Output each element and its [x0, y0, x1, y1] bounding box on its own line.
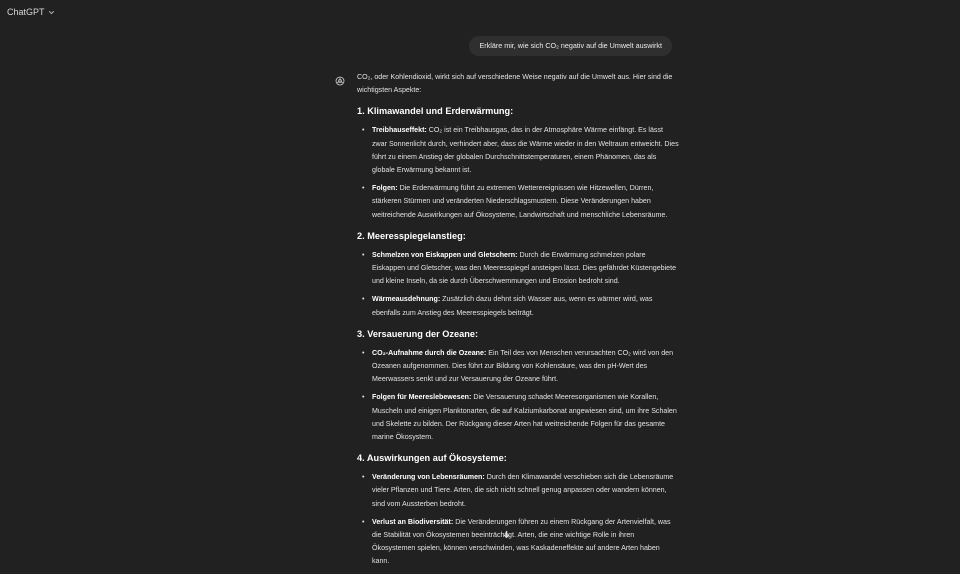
list-item	[362, 249, 679, 289]
list-item-term: Schmelzen von Eiskappen und Gletschern:	[372, 250, 518, 259]
list-item-text: Die Erderwärmung führt zu extremen Wetterereignissen wie Hitzewellen, Dürren, stärkeren Stürmen und veränderten Niederschlagsmustern. Diese Veränderungen haben weitreichende Auswirkungen auf Ökosysteme, Landwirtschaft und menschliche Lebensräume.	[372, 184, 668, 219]
bullet-icon: •	[362, 348, 365, 357]
assistant-response	[357, 71, 679, 574]
list-item	[362, 516, 679, 569]
chevron-down-icon	[48, 8, 56, 16]
list-item	[362, 182, 679, 222]
scroll-to-bottom-button[interactable]	[500, 529, 512, 540]
model-name: ChatGPT	[7, 7, 45, 17]
bullet-icon: •	[362, 473, 365, 482]
list-item-text: Durch die Erwärmung schmelzen polare Eiskappen und Gletscher, was den Meeresspiegel ansteigen lässt. Dies gefährdet Küstengebiete und kleine Inseln, da sie durch Überschwemmungen und Erosion bedroht sind.	[372, 250, 677, 286]
list-item	[362, 347, 679, 387]
bullet-icon: •	[362, 126, 365, 135]
list-item-term: Wärmeausdehnung:	[372, 295, 441, 304]
list-item-text: Die Veränderungen führen zu einem Rückgang der Artenvielfalt, was die Stabilität von Ökosystemen beeinträchtigt. Arten, die eine wichtige Rolle in ihren Ökosystemen spielen, können verschwinden, was Kaskadeneffekte auf andere Arten haben kann.	[372, 517, 671, 566]
bullet-icon: •	[362, 250, 365, 259]
list-item-term: Veränderung von Lebensräumen:	[372, 473, 485, 482]
section-heading: 2. Meeresspiegelanstieg:	[357, 230, 466, 241]
section-heading: 1. Klimawandel und Erderwärmung:	[357, 106, 514, 117]
section-heading: 4. Auswirkungen auf Ökosysteme:	[357, 453, 507, 464]
list-item	[362, 124, 679, 177]
list-item-text: Ein Teil des von Menschen verursachten CO₂ wird von den Ozeanen aufgenommen. Dies führt zur Bildung von Kohlensäure, was den pH-Wert des Meerwassers senkt und zur Versauerung der Ozeane führt.	[372, 348, 674, 384]
openai-logo-icon	[335, 73, 345, 83]
list-item-term: Verlust an Biodiversität:	[372, 517, 454, 526]
list-item-term: Treibhauseffekt:	[372, 126, 427, 135]
list-item-term: Folgen für Meereslebewesen:	[372, 393, 472, 402]
list-item	[362, 471, 679, 511]
arrow-down-icon	[502, 530, 511, 539]
list-item-term: CO₂-Aufnahme durch die Ozeane:	[372, 348, 487, 357]
section-list	[357, 124, 679, 221]
section-list	[357, 249, 679, 320]
list-item-text: Durch den Klimawandel verschieben sich die Lebensräume vieler Pflanzen und Tiere. Arten, die sich nicht schnell genug anpassen oder wandern können, sind vom Aussterben bedroht.	[372, 473, 674, 508]
list-item-text: CO₂ ist ein Treibhausgas, das in der Atmosphäre Wärme einfängt. Es lässt zwar Sonnenlicht durch, verhindert aber, dass die Wärme wieder in den Weltraum entweicht. Dies führt zu einem Anstieg der globalen Durchschnittstemperaturen, einem Phänomen, das als globale Erwärmung bekannt ist.	[372, 126, 679, 175]
bullet-icon: •	[362, 393, 365, 402]
list-item	[362, 391, 679, 444]
list-item-text: Die Versauerung schadet Meeresorganismen wie Korallen, Muscheln und einigen Planktonarten, die auf Kalziumkarbonat angewiesen sind, um ihre Schalen und Skelette zu bilden. Der Rückgang dieser Arten hat weitreichende Folgen für das gesamte marine Ökosystem.	[372, 393, 677, 442]
list-item-text: Zusätzlich dazu dehnt sich Wasser aus, wenn es wärmer wird, was ebenfalls zum Anstieg des Meeresspiegels beiträgt.	[372, 295, 653, 317]
bullet-icon: •	[362, 295, 365, 304]
bullet-icon: •	[362, 184, 365, 193]
response-sections	[357, 105, 679, 568]
user-message-bubble: Erkläre mir, wie sich CO₂ negativ auf die Umwelt auswirkt	[469, 36, 672, 56]
top-bar	[0, 0, 960, 26]
section-heading: 3. Versauerung der Ozeane:	[357, 328, 479, 339]
model-switcher[interactable]	[7, 6, 56, 18]
response-intro: CO₂, oder Kohlendioxid, wirkt sich auf verschiedene Weise negativ auf die Umwelt aus. Hier sind die wichtigsten Aspekte:	[357, 73, 673, 95]
list-item	[362, 293, 679, 319]
list-item-term: Folgen:	[372, 184, 398, 193]
section-list	[357, 347, 679, 444]
section-list	[357, 471, 679, 568]
bullet-icon: •	[362, 517, 365, 526]
